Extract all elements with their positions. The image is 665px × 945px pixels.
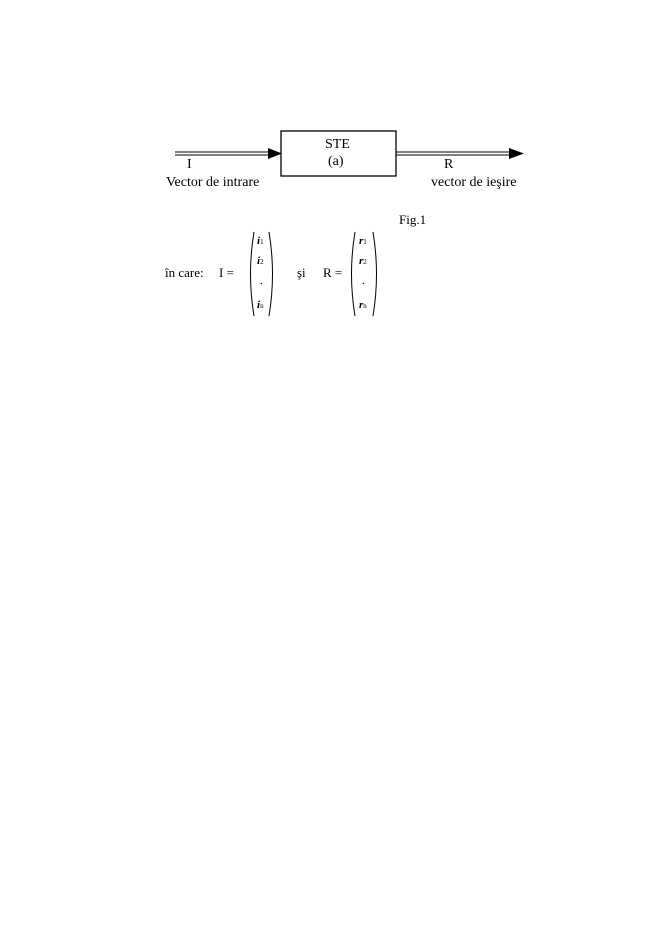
output-arrow bbox=[396, 148, 524, 159]
i-vector-ellipsis: . bbox=[260, 275, 263, 287]
input-caption: Vector de intrare bbox=[166, 175, 260, 190]
formula-conjunction: şi bbox=[297, 265, 306, 280]
i-vector-entry-1: i1 bbox=[257, 235, 264, 247]
i-vector-entry-n: in bbox=[257, 299, 264, 311]
block-subtitle: (a) bbox=[328, 154, 344, 169]
output-symbol: R bbox=[444, 157, 454, 172]
r-vector-ellipsis: . bbox=[362, 275, 365, 287]
i-vector-left-paren bbox=[251, 232, 255, 316]
r-vector-right-paren bbox=[373, 232, 377, 316]
block-title: STE bbox=[325, 137, 350, 152]
input-symbol: I bbox=[187, 157, 192, 172]
r-vector-entry-1: r1 bbox=[359, 235, 367, 247]
formula-lead: în care: bbox=[165, 265, 204, 280]
r-vector-entry-n: rn bbox=[359, 299, 367, 311]
i-vector-right-paren bbox=[269, 232, 273, 316]
i-vector-entry-2: i2 bbox=[257, 255, 264, 267]
i-vector-lhs: I = bbox=[219, 265, 234, 280]
r-vector-lhs: R = bbox=[323, 265, 343, 280]
r-vector-entry-2: r2 bbox=[359, 255, 367, 267]
figure-caption: Fig.1 bbox=[399, 212, 427, 227]
output-caption: vector de ieşire bbox=[431, 175, 517, 190]
r-vector-left-paren bbox=[352, 232, 356, 316]
